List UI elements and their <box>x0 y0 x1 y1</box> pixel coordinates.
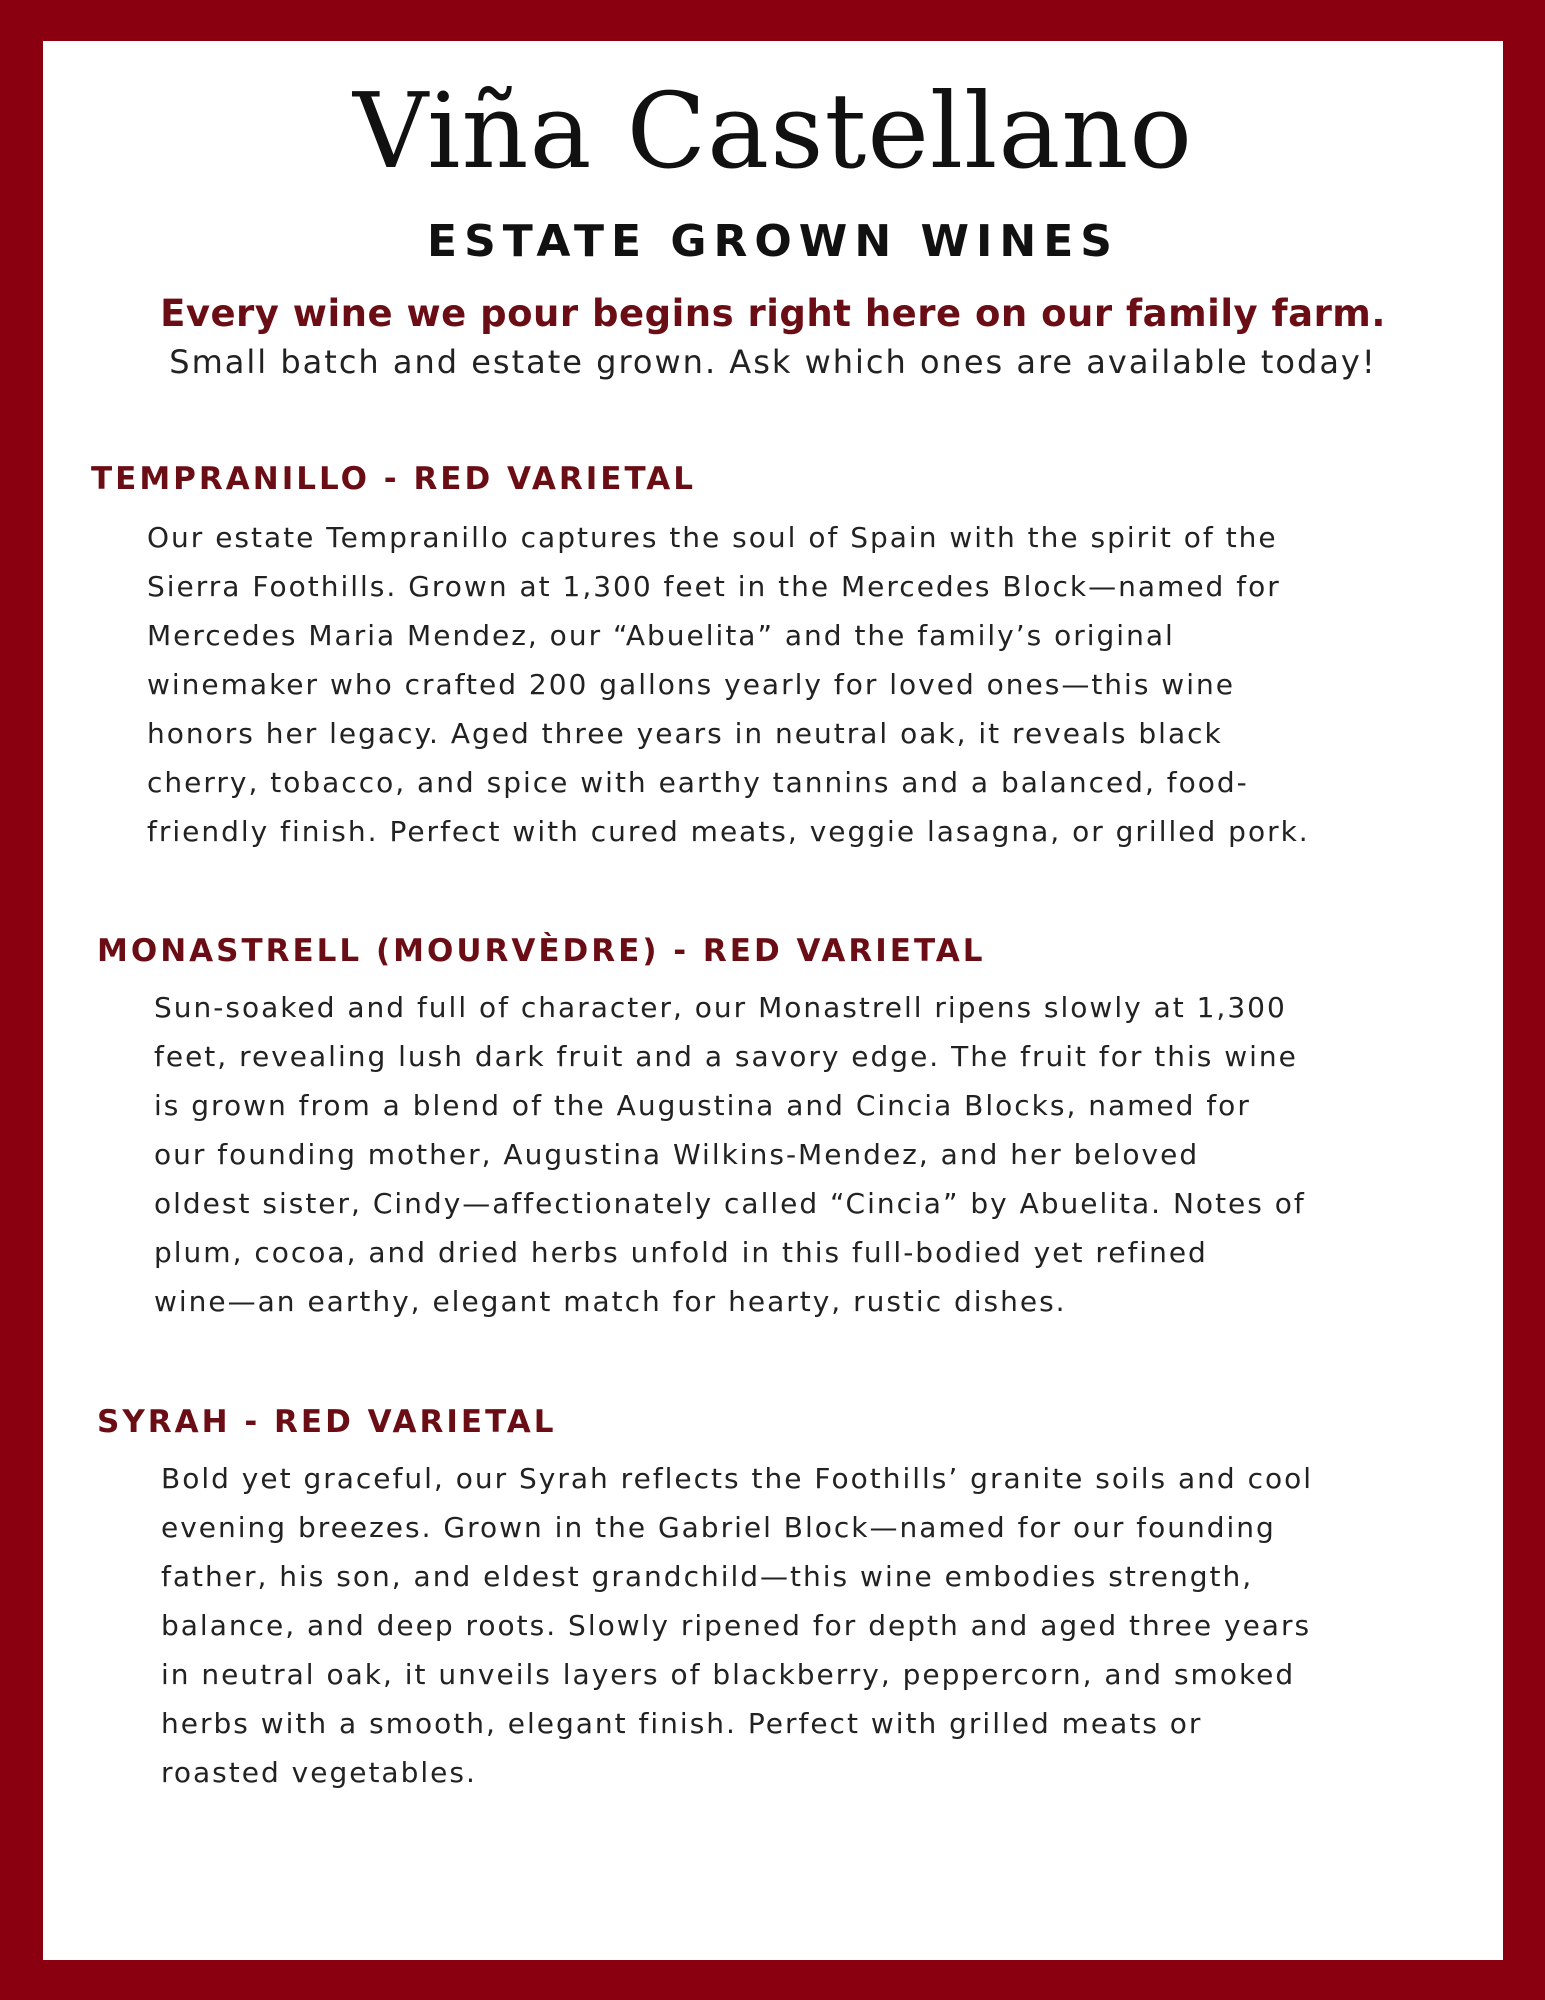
description-line: winemaker who crafted 200 gallons yearly for loved ones—this wine <box>147 668 1235 701</box>
description-line: friendly finish. Perfect with cured meats, veggie lasagna, or grilled pork. <box>147 815 1310 848</box>
sub-tagline: Small batch and estate grown. Ask which ones are available today! <box>169 343 1377 381</box>
tagline: Every wine we pour begins right here on our family farm. <box>160 292 1386 335</box>
description-line: herbs with a smooth, elegant finish. Perfect with grilled meats or <box>161 1707 1203 1740</box>
description-line: in neutral oak, it unveils layers of blackberry, peppercorn, and smoked <box>161 1658 1296 1691</box>
description-line: cherry, tobacco, and spice with earthy tannins and a balanced, food- <box>147 766 1249 799</box>
menu-page <box>43 41 1503 1960</box>
description-line: oldest sister, Cindy—affectionately called “Cincia” by Abuelita. Notes of <box>154 1187 1306 1220</box>
description-line: balance, and deep roots. Slowly ripened for depth and aged three years <box>161 1609 1312 1642</box>
wine-heading-syrah: SYRAH - RED VARIETAL <box>97 1404 557 1440</box>
description-line: Sierra Foothills. Grown at 1,300 feet in the Mercedes Block—named for <box>147 570 1281 603</box>
description-line: wine—an earthy, elegant match for hearty, rustic dishes. <box>154 1285 1067 1318</box>
description-line: our founding mother, Augustina Wilkins-Mendez, and her beloved <box>154 1138 1200 1171</box>
wine-heading-tempranillo: TEMPRANILLO - RED VARIETAL <box>91 461 696 497</box>
description-line: Sun-soaked and full of character, our Monastrell ripens slowly at 1,300 <box>154 991 1287 1024</box>
description-line: is grown from a blend of the Augustina and Cincia Blocks, named for <box>154 1089 1251 1122</box>
wine-description-syrah <box>161 1454 1421 1797</box>
description-line: Bold yet graceful, our Syrah reflects the Foothills’ granite soils and cool <box>161 1462 1314 1495</box>
description-line: father, his son, and eldest grandchild—this wine embodies strength, <box>161 1560 1254 1593</box>
description-line: evening breezes. Grown in the Gabriel Block—named for our founding <box>161 1511 1276 1544</box>
description-line: feet, revealing lush dark fruit and a savory edge. The fruit for this wine <box>154 1040 1298 1073</box>
wine-description-monastrell <box>154 983 1414 1326</box>
description-line: plum, cocoa, and dried herbs unfold in this full-bodied yet refined <box>154 1236 1208 1269</box>
wine-heading-monastrell: MONASTRELL (MOURVÈDRE) - RED VARIETAL <box>97 933 986 969</box>
page-subtitle: ESTATE GROWN WINES <box>427 216 1119 267</box>
description-line: roasted vegetables. <box>161 1756 477 1789</box>
wine-description-tempranillo <box>147 513 1407 856</box>
description-line: honors her legacy. Aged three years in neutral oak, it reveals black <box>147 717 1223 750</box>
description-line: Mercedes Maria Mendez, our “Abuelita” and the family’s original <box>147 619 1175 652</box>
description-line: Our estate Tempranillo captures the soul of Spain with the spirit of the <box>147 521 1278 554</box>
brand-logo-text: Viña Castellano <box>353 70 1193 192</box>
